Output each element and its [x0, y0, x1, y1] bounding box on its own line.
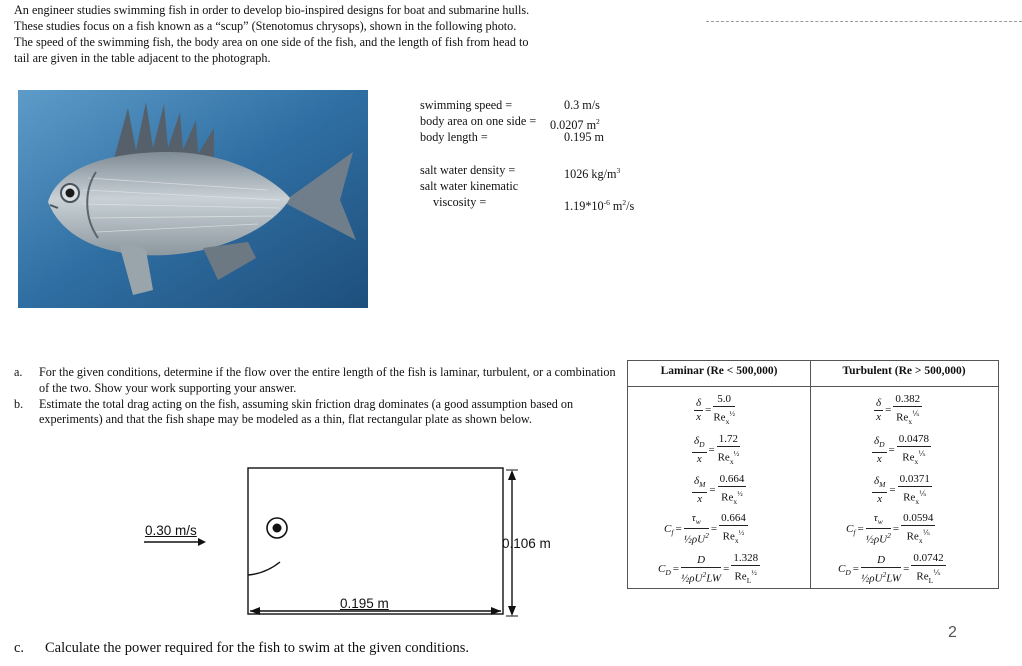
viscosity-label-line1: salt water kinematic — [420, 179, 519, 193]
question-c-text: Calculate the power required for the fish to swim at the given conditions. — [45, 640, 470, 656]
viscosity-label-line2: viscosity = — [433, 195, 487, 209]
question-b-text: Estimate the total drag acting on the fish, assuming skin friction drag dominates (a good assumption based on experiments) and that the fish shape may be modeled as a thin, flat rectangular plate as shown below. — [39, 396, 574, 427]
turbulent-displacement-eq: $\frac{\delta_D}{x}$ = $\frac{0.0478}{Re_x^{\frac{1}{5}}}$ — [874, 433, 930, 466]
density-label: salt water density = — [420, 163, 516, 177]
questions-ab — [14, 365, 624, 428]
length-value: 0.195 m — [564, 130, 604, 144]
page-number: 2 — [948, 624, 957, 641]
laminar-cf-eq: $C_f$ = $\frac{\tau_w}{\frac{1}{2}\rho U^2}$ = $\frac{0.664}{Re_x^{\frac{1}{2}}}$ — [664, 512, 746, 546]
density-value: 1026 $kg/m^3$ — [564, 166, 621, 182]
intro-line: An engineer studies swimming fish in order to develop bio-inspired designs for boat and submarine hulls. — [14, 3, 530, 17]
speed-label: swimming speed = — [420, 98, 513, 112]
laminar-header: Laminar (Re < 500,000) — [660, 365, 778, 377]
question-a — [14, 365, 624, 397]
speed-value: 0.3 m/s — [564, 98, 600, 112]
speed-label-text: 0.30 m/s — [145, 523, 197, 538]
diagram-mouth — [248, 562, 280, 575]
intro-line: tail are given in the table adjacent to the photograph. — [14, 51, 271, 65]
length-label: body length = — [420, 130, 488, 144]
area-value: 0.0207 $m^2$ — [550, 117, 600, 133]
table-divider — [810, 361, 811, 588]
question-c — [14, 640, 469, 657]
laminar-momentum-eq: $\frac{\delta_M}{x}$ = $\frac{0.664}{Re_x^{\frac{1}{2}}}$ — [694, 473, 745, 506]
formula-table — [627, 360, 999, 589]
laminar-cd-eq: $C_D$ = $\frac{D}{\frac{1}{2}\rho U^2LW}$ = $\frac{1.328}{Re_L^{\frac{1}{2}}}$ — [658, 552, 759, 585]
question-a-text: For the given conditions, determine if the flow over the entire length of the fish is laminar, turbulent, or a combination of the two. Show your work supporting your answer. — [39, 365, 616, 395]
question-b — [14, 397, 624, 429]
height-label-text: 0.106 m — [502, 536, 551, 551]
laminar-displacement-eq: $\frac{\delta_D}{x}$ = $\frac{1.72}{Re_x^{\frac{1}{2}}}$ — [694, 433, 740, 466]
viscosity-value: $1.19*10^{-6}$ $m^2/s$ — [564, 198, 635, 214]
laminar-delta-eq: $\frac{\delta}{x}$ = $\frac{5.0}{Re_x^{\frac{1}{2}}}$ — [696, 393, 735, 426]
plate-rectangle — [248, 468, 503, 614]
question-c-letter: c. — [14, 640, 25, 656]
turbulent-header: Turbulent (Re > 500,000) — [842, 365, 966, 377]
table-header-rule — [628, 386, 998, 387]
length-label-text: 0.195 m — [340, 596, 389, 611]
turbulent-cd-eq: $C_D$ = $\frac{D}{\frac{1}{2}\rho U^2LW}$ = $\frac{0.0742}{Re_L^{\frac{1}{5}}}$ — [838, 552, 944, 585]
question-a-letter: a. — [14, 365, 23, 379]
turbulent-delta-eq: $\frac{\delta}{x}$ = $\frac{0.382}{Re_x^{\frac{1}{5}}}$ — [876, 393, 921, 426]
turbulent-momentum-eq: $\frac{\delta_M}{x}$ = $\frac{0.0371}{Re_x^{\frac{1}{5}}}$ — [874, 473, 930, 506]
turbulent-cf-eq: $C_f$ = $\frac{\tau_w}{\frac{1}{2}\rho U^2}$ = $\frac{0.0594}{Re_x^{\frac{1}{5}}}$ — [846, 512, 934, 546]
area-label: body area on one side = — [420, 114, 537, 128]
intro-line: These studies focus on a fish known as a “scup” (Stenotomus chrysops), shown in the following photo. — [14, 19, 517, 33]
intro-line: The speed of the swimming fish, the body area on one side of the fish, and the length of fish from head to — [14, 35, 529, 49]
question-b-letter: b. — [14, 396, 24, 411]
